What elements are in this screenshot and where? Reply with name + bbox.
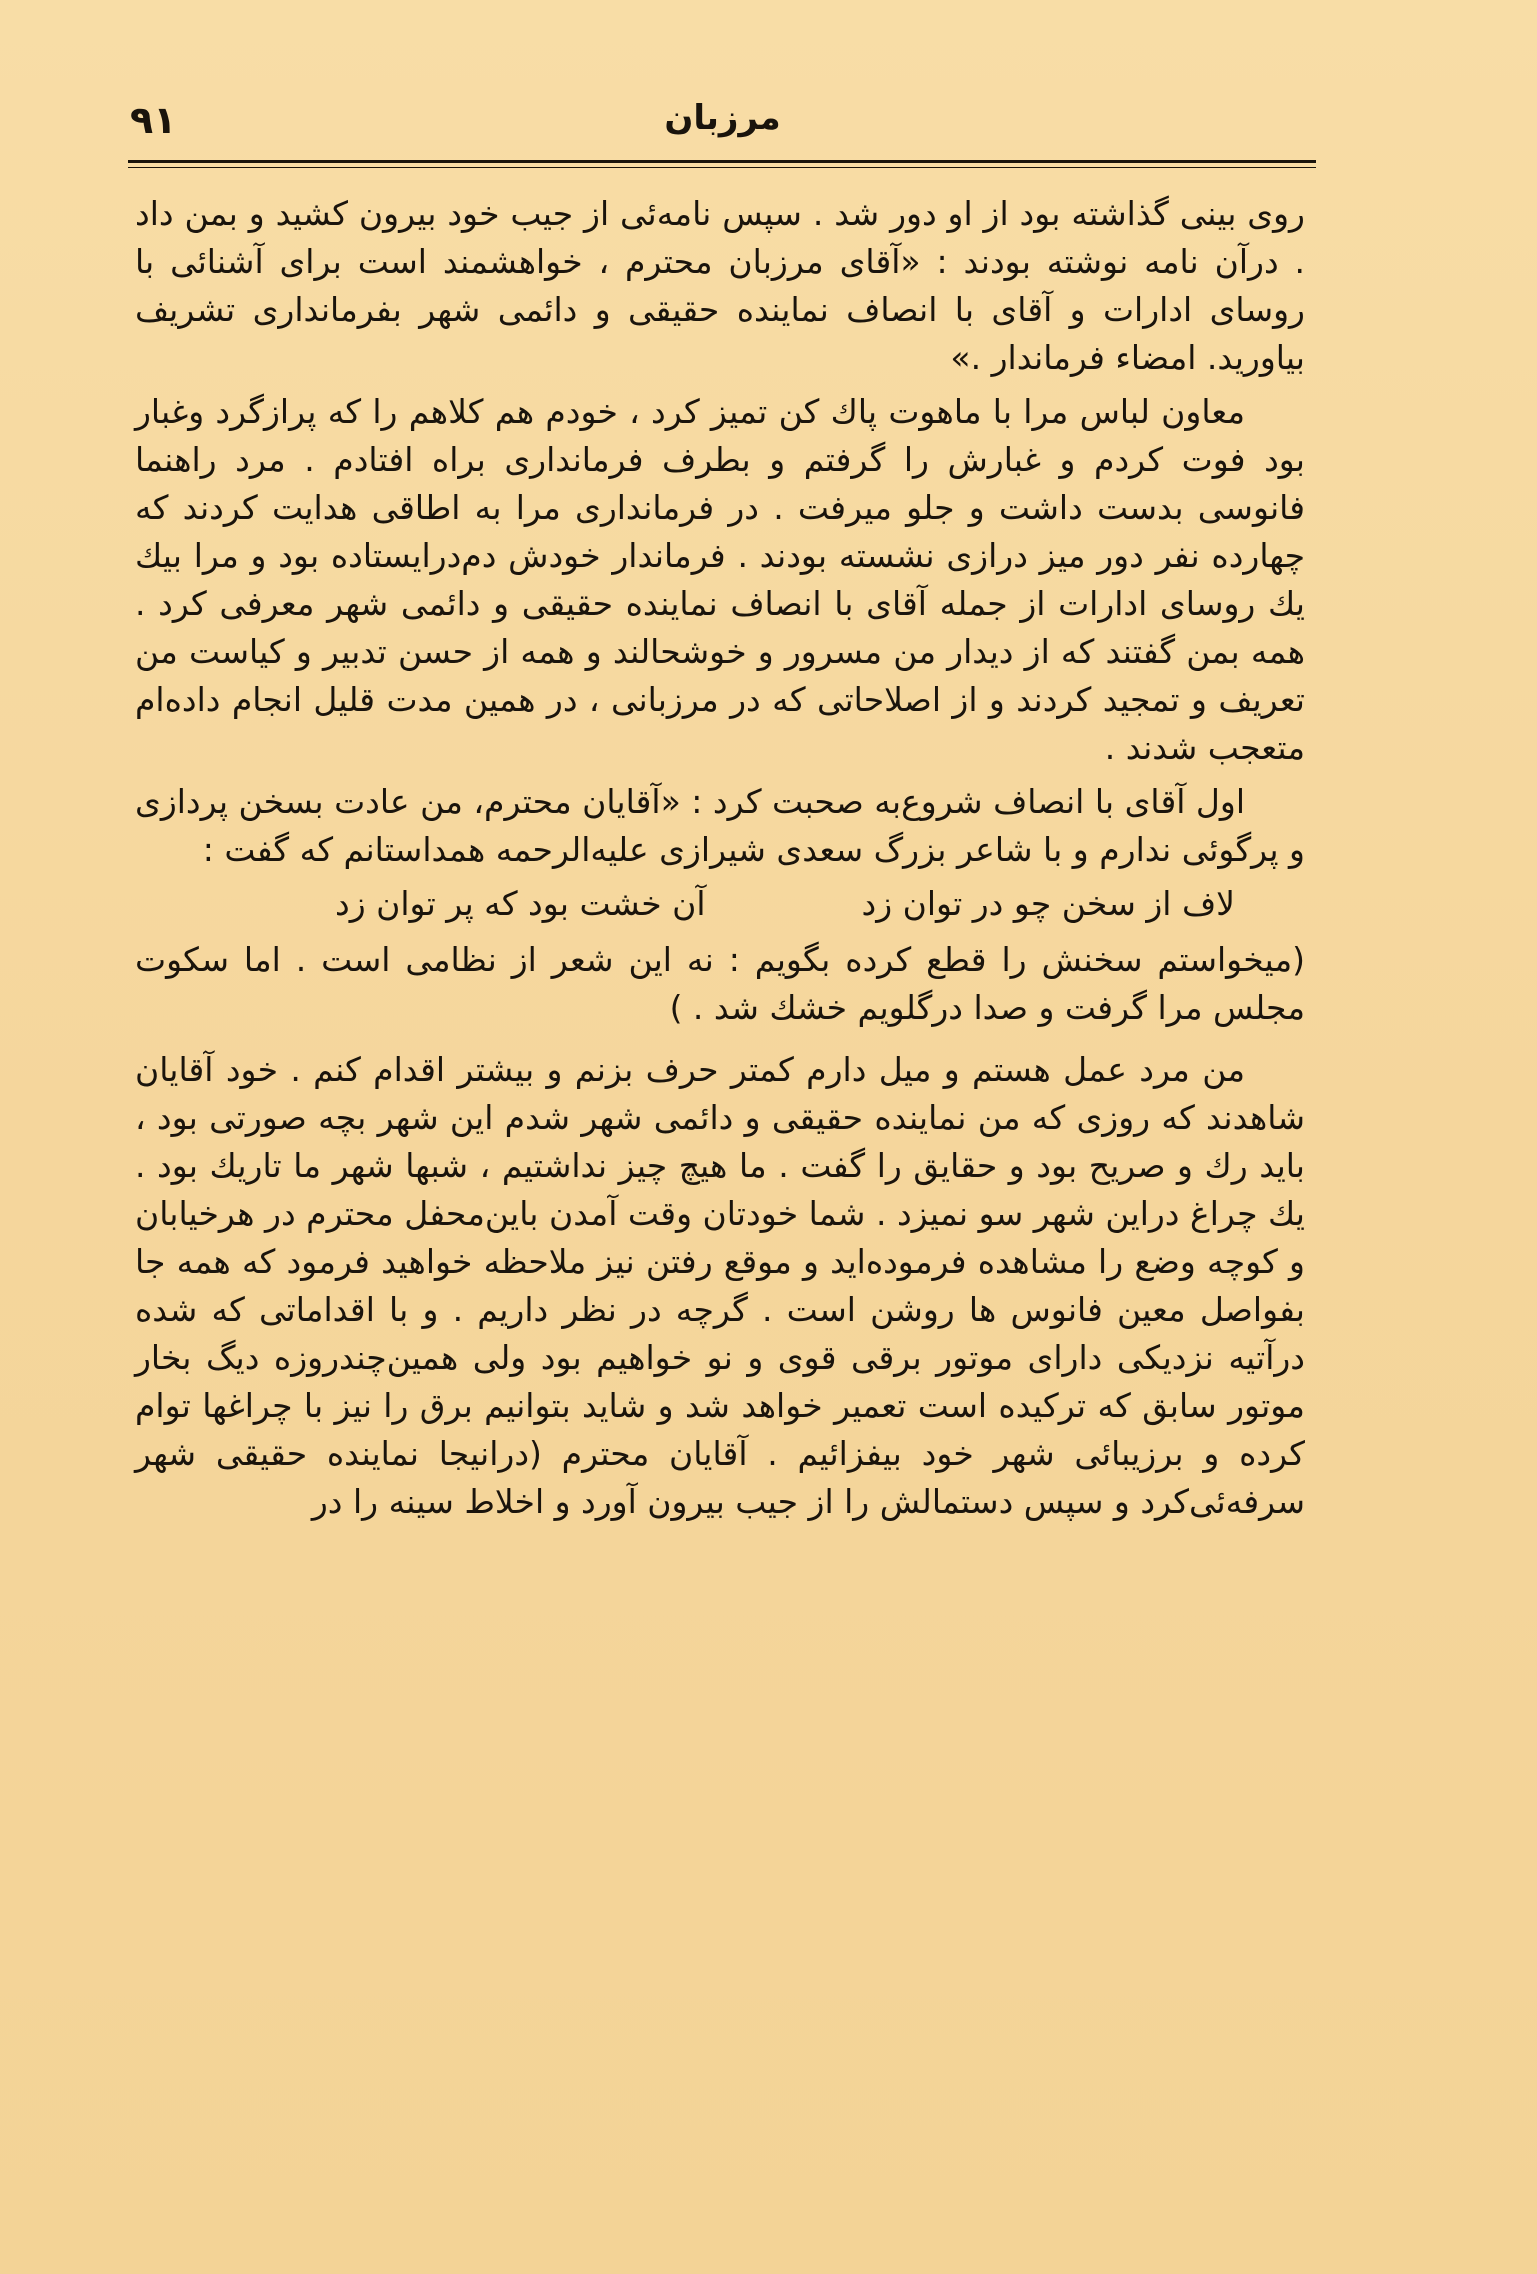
- paragraph-5: من مرد عمل هستم و میل دارم کمتر حرف بزنم و بیشتر اقدام کنم . خود آقایان شاهدند که روزی که من نماینده حقیقی و دائمی شهر شدم این شهر بچه صورتی بود ، باید رك و صریح بود و حقایق را گفت . ما هیچ چیز نداشتیم ، شبها شهر ما تاریك بود . یك چراغ دراین شهر سو نمیزد . شما خودتان وقت آمدن باین‌محفل محترم در هرخیابان و کوچه وضع را مشاهده فرموده‌اید و موقع رفتن نیز ملاحظه خواهید فرمود که همه جا بفواصل معین فانوس ها روشن است . گرچه در نظر داریم . و با اقداماتی که شده درآتیه نزدیکی دارای موتور برقی قوی و نو خواهیم بود ولی همین‌چندروزه دیگ بخار موتور سابق که ترکیده است تعمیر خواهد شد و شاید بتوانیم برق را نیز با چراغها توام کرده و برزیبائی شهر خود بیفزائیم . آقایان محترم (درانیجا نماینده حقیقی شهر سرفه‌ئی‌کرد و سپس دستمالش را از جیب بیرون آورد و اخلاط سینه را در: [135, 1050, 1305, 1521]
- paragraph-1: روی بینی گذاشته بود از او دور شد . سپس نامه‌ئی از جیب خود بیرون کشید و بمن داد . درآن نامه نوشته بودند : «آقای مرزبان محترم ، خواهشمند است برای آشنائی با روسای ادارات و آقای با انصاف نماینده حقیقی و دائمی شهر بفرمانداری تشریف بیاورید. امضاء فرماندار .»: [135, 194, 1305, 377]
- poem-hemistich-right: لاف از سخن چو در توان زد: [861, 884, 1235, 923]
- body-text: [135, 190, 1305, 1532]
- page-number: ۹۱: [130, 98, 177, 142]
- poem-hemistich-left: آن خشت بود که پر توان زد: [335, 884, 706, 923]
- header-rule-thin: [128, 167, 1316, 168]
- running-title: مرزبان: [664, 98, 781, 138]
- poem-verse: [135, 880, 1305, 928]
- paragraph-2: معاون لباس مرا با ماهوت پاك كن تميز كرد ، خودم هم كلاهم را كه پرازگرد وغبار بود فوت كردم و غبارش را گرفتم و بطرف فرمانداری براه افتادم . مرد راهنما فانوسی بدست داشت و جلو میرفت . در فرمانداری مرا به اطاقی هدایت کردند که چهارده نفر دور میز درازی نشسته بودند . فرماندار خودش دم‌درایستاده بود و مرا بیك یك روسای ادارات از جمله آقای با انصاف نماینده حقیقی و دائمی شهر معرفی کرد . همه بمن گفتند که از دیدار من مسرور و خوشحالند و همه از حسن تدبیر و کیاست من تعریف و تمجید کردند و از اصلاحاتی که در مرزبانی ، در همین مدت قلیل انجام داده‌ام متعجب شدند .: [135, 392, 1305, 767]
- paragraph-3: اول آقای با انصاف شروع‌به صحبت کرد : «آقایان محترم، من عادت بسخن پردازی و پرگوئی ندارم و با شاعر بزرگ سعدی شیرازی علیه‌الرحمه همداستانم که گفت :: [135, 782, 1305, 869]
- header-rule-thick: [128, 160, 1316, 163]
- paragraph-4: (میخواستم سخنش را قطع کرده بگویم : نه این شعر از نظامی است . اما سکوت مجلس مرا گرفت و صدا درگلویم خشك شد . ): [135, 940, 1305, 1027]
- page-header: [130, 98, 1315, 158]
